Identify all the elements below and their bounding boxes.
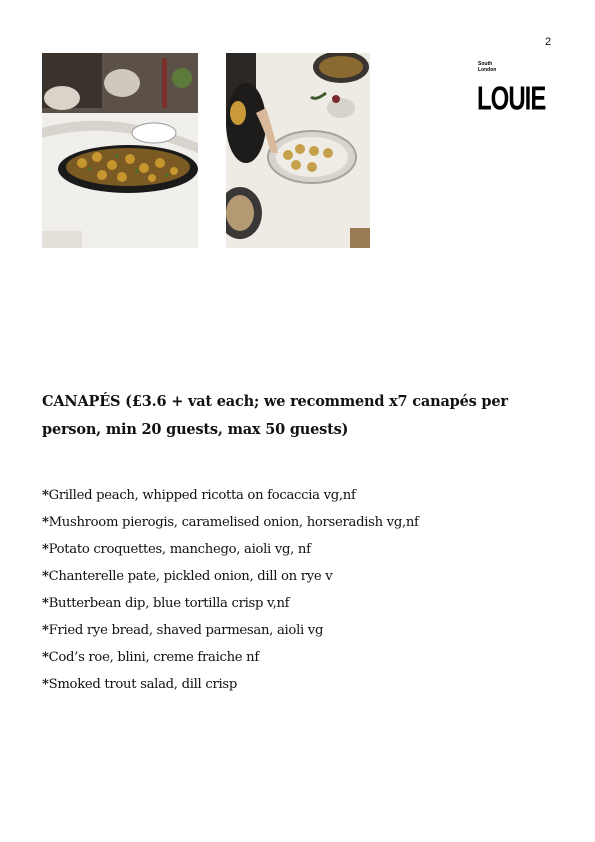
list-bullet: * bbox=[42, 569, 49, 584]
food-photo-potatoes bbox=[42, 53, 198, 248]
list-item-text: Chanterelle pate, pickled onion, dill on rye v bbox=[48, 569, 333, 584]
logo-text-south: South bbox=[478, 61, 493, 67]
list-item-text: Butterbean dip, blue tortilla crisp v,nf bbox=[48, 596, 290, 611]
food-photo-canapes bbox=[226, 53, 370, 248]
list-item bbox=[42, 671, 562, 698]
list-item bbox=[42, 617, 562, 644]
list-item-text: Fried rye bread, shaved parmesan, aioli vg bbox=[48, 623, 324, 638]
logo-text-london: London bbox=[478, 67, 497, 73]
canapes-list bbox=[42, 482, 562, 698]
list-item bbox=[42, 509, 562, 536]
canapes-heading: CANAPÉS (£3.6 + vat each; we recommend x7 canapés per person, min 20 guests, max 50 guests) bbox=[42, 393, 508, 438]
logo-wordmark: LOUIE bbox=[477, 80, 546, 118]
list-bullet: * bbox=[42, 650, 49, 665]
list-item bbox=[42, 590, 562, 617]
list-bullet: * bbox=[42, 488, 49, 503]
list-item bbox=[42, 482, 562, 509]
page-number: 2 bbox=[545, 36, 552, 48]
list-item-text: Cod’s roe, blini, creme fraiche nf bbox=[48, 650, 259, 665]
list-bullet: * bbox=[42, 515, 49, 530]
list-item bbox=[42, 644, 562, 671]
list-item-text: Mushroom pierogis, caramelised onion, horseradish vg,nf bbox=[48, 515, 419, 530]
list-item bbox=[42, 563, 562, 590]
brand-logo bbox=[477, 58, 546, 118]
list-bullet: * bbox=[42, 542, 49, 557]
list-bullet: * bbox=[42, 677, 49, 692]
list-item-text: Potato croquettes, manchego, aioli vg, nf bbox=[48, 542, 311, 557]
list-item-text: Grilled peach, whipped ricotta on focaccia vg,nf bbox=[48, 488, 356, 503]
list-bullet: * bbox=[42, 596, 49, 611]
list-bullet: * bbox=[42, 623, 49, 638]
list-item bbox=[42, 536, 562, 563]
list-item-text: Smoked trout salad, dill crisp bbox=[48, 677, 237, 692]
